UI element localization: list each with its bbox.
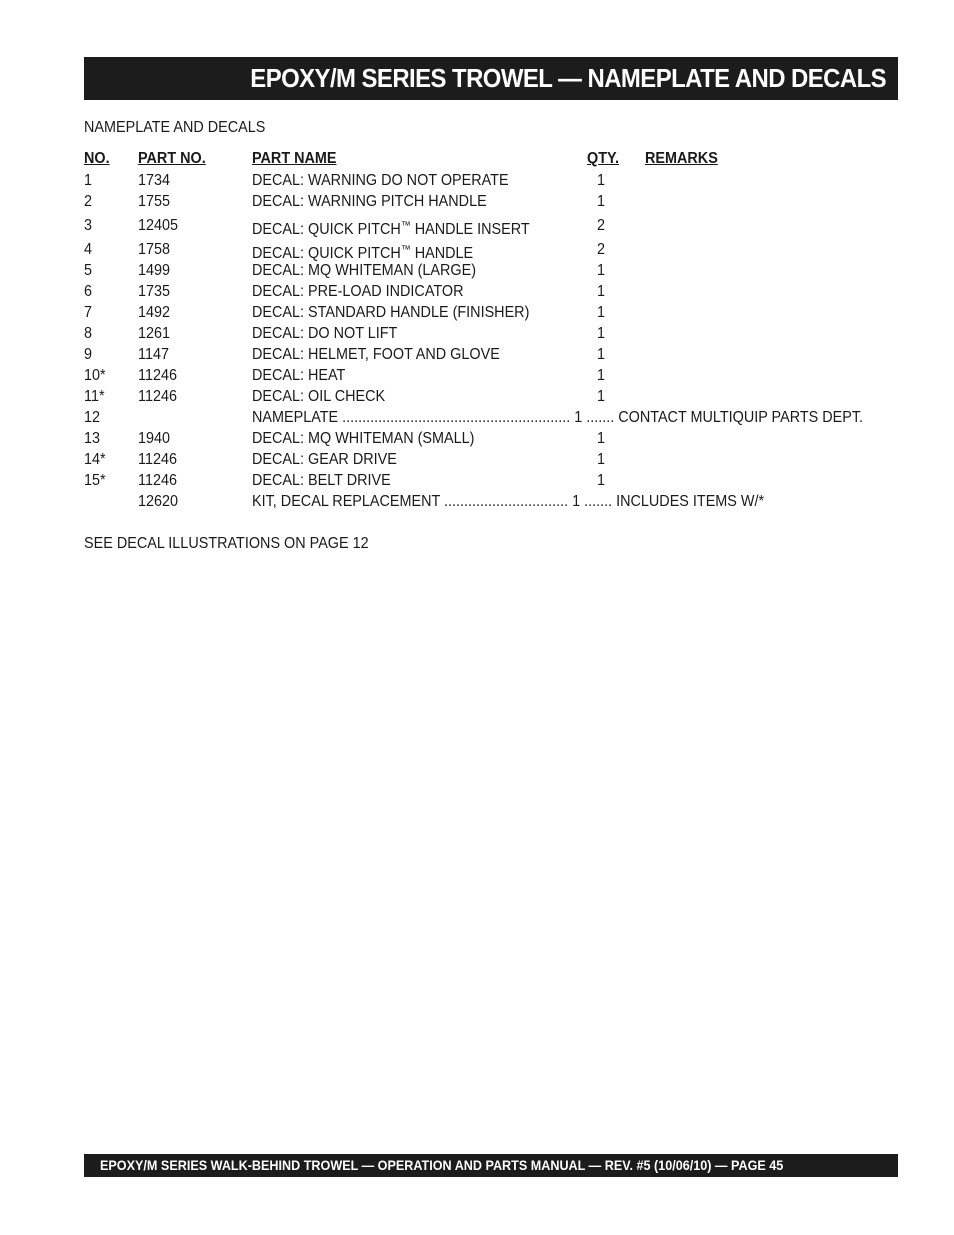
part-name: DECAL: OIL CHECK (252, 388, 386, 405)
column-header-remarks: REMARKS (645, 150, 718, 167)
part-name: DECAL: BELT DRIVE (252, 472, 391, 489)
trademark-symbol: ™ (400, 220, 411, 232)
page-title: EPOXY/M SERIES TROWEL — NAMEPLATE AND DECALS (250, 63, 886, 93)
column-header-no: NO. (84, 150, 110, 167)
part-name: DECAL: WARNING DO NOT OPERATE (252, 172, 509, 189)
table-row (84, 386, 914, 407)
part-number: 11246 (138, 367, 177, 384)
part-name-text: DECAL: QUICK PITCH (252, 221, 401, 238)
parts-table (84, 148, 914, 512)
part-number: 1499 (138, 262, 171, 279)
part-number: 11246 (138, 451, 177, 468)
part-name-leader-line: NAMEPLATE ......................................................... 1 ....... CONTACT MULTIQUIP PARTS DEPT. (252, 409, 864, 426)
table-header-row (84, 148, 914, 170)
quantity: 1 (597, 304, 606, 321)
quantity: 1 (597, 346, 606, 363)
item-number: 15* (84, 472, 106, 489)
table-row (84, 491, 914, 512)
part-number: 1735 (138, 283, 171, 300)
table-row (84, 323, 914, 344)
item-number: 7 (84, 304, 93, 321)
table-row (84, 170, 914, 191)
table-row (84, 449, 914, 470)
part-name-suffix: HANDLE INSERT (410, 221, 530, 238)
part-name: DECAL: MQ WHITEMAN (SMALL) (252, 430, 475, 447)
part-number: 1734 (138, 172, 171, 189)
part-name: DECAL: PRE-LOAD INDICATOR (252, 283, 464, 300)
quantity: 1 (597, 367, 606, 384)
item-number: 4 (84, 241, 93, 258)
part-number: 11246 (138, 388, 177, 405)
table-row (84, 260, 914, 281)
item-number: 1 (84, 172, 93, 189)
quantity: 1 (597, 451, 606, 468)
part-name: DECAL: MQ WHITEMAN (LARGE) (252, 262, 477, 279)
table-row (84, 281, 914, 302)
item-number: 9 (84, 346, 93, 363)
part-number: 1755 (138, 193, 171, 210)
item-number: 8 (84, 325, 93, 342)
table-row (84, 470, 914, 491)
item-number: 12 (84, 409, 101, 426)
part-name-text: DECAL: QUICK PITCH (252, 245, 401, 262)
table-row (84, 428, 914, 449)
part-number: 1492 (138, 304, 171, 321)
table-row (84, 191, 914, 212)
item-number: 5 (84, 262, 93, 279)
column-header-part-no: PART NO. (138, 150, 206, 167)
page-footer-bar (84, 1154, 898, 1177)
part-number: 12405 (138, 217, 179, 234)
part-name: DECAL: DO NOT LIFT (252, 325, 398, 342)
table-row (84, 407, 914, 428)
part-number: 1261 (138, 325, 171, 342)
quantity: 1 (597, 472, 606, 489)
table-row (84, 344, 914, 365)
item-number: 6 (84, 283, 93, 300)
table-row (84, 212, 914, 236)
quantity: 1 (597, 172, 606, 189)
part-name: DECAL: HELMET, FOOT AND GLOVE (252, 346, 500, 363)
part-name: DECAL: GEAR DRIVE (252, 451, 397, 468)
quantity: 1 (597, 430, 606, 447)
item-number: 13 (84, 430, 101, 447)
quantity: 1 (597, 262, 606, 279)
column-header-part-name: PART NAME (252, 150, 337, 167)
page-header-bar (84, 57, 898, 100)
table-row (84, 302, 914, 323)
quantity: 2 (597, 241, 606, 258)
item-number: 10* (84, 367, 106, 384)
part-name-suffix: HANDLE (410, 245, 474, 262)
quantity: 1 (597, 283, 606, 300)
quantity: 1 (597, 325, 606, 342)
quantity: 1 (597, 388, 606, 405)
item-number: 2 (84, 193, 93, 210)
part-name: DECAL: WARNING PITCH HANDLE (252, 193, 487, 210)
part-number: 12620 (138, 493, 179, 510)
decal-illustrations-note: SEE DECAL ILLUSTRATIONS ON PAGE 12 (84, 535, 369, 552)
part-name: DECAL: STANDARD HANDLE (FINISHER) (252, 304, 530, 321)
footer-text: EPOXY/M SERIES WALK-BEHIND TROWEL — OPERATION AND PARTS MANUAL — REV. #5 (10/06/10) — PAGE 45 (100, 1157, 784, 1173)
quantity: 2 (597, 217, 606, 234)
part-name: DECAL: HEAT (252, 367, 346, 384)
item-number: 11* (84, 388, 105, 405)
item-number: 3 (84, 217, 93, 234)
part-number: 1758 (138, 241, 171, 258)
part-name-leader-line: KIT, DECAL REPLACEMENT ............................... 1 ....... INCLUDES ITEMS W/* (252, 493, 765, 510)
table-row (84, 236, 914, 260)
part-number: 1147 (138, 346, 169, 363)
trademark-symbol: ™ (400, 244, 411, 256)
item-number: 14* (84, 451, 106, 468)
section-title: NAMEPLATE AND DECALS (84, 119, 266, 136)
table-row (84, 365, 914, 386)
part-number: 1940 (138, 430, 171, 447)
part-number: 11246 (138, 472, 177, 489)
column-header-qty: QTY. (587, 150, 620, 167)
quantity: 1 (597, 193, 606, 210)
